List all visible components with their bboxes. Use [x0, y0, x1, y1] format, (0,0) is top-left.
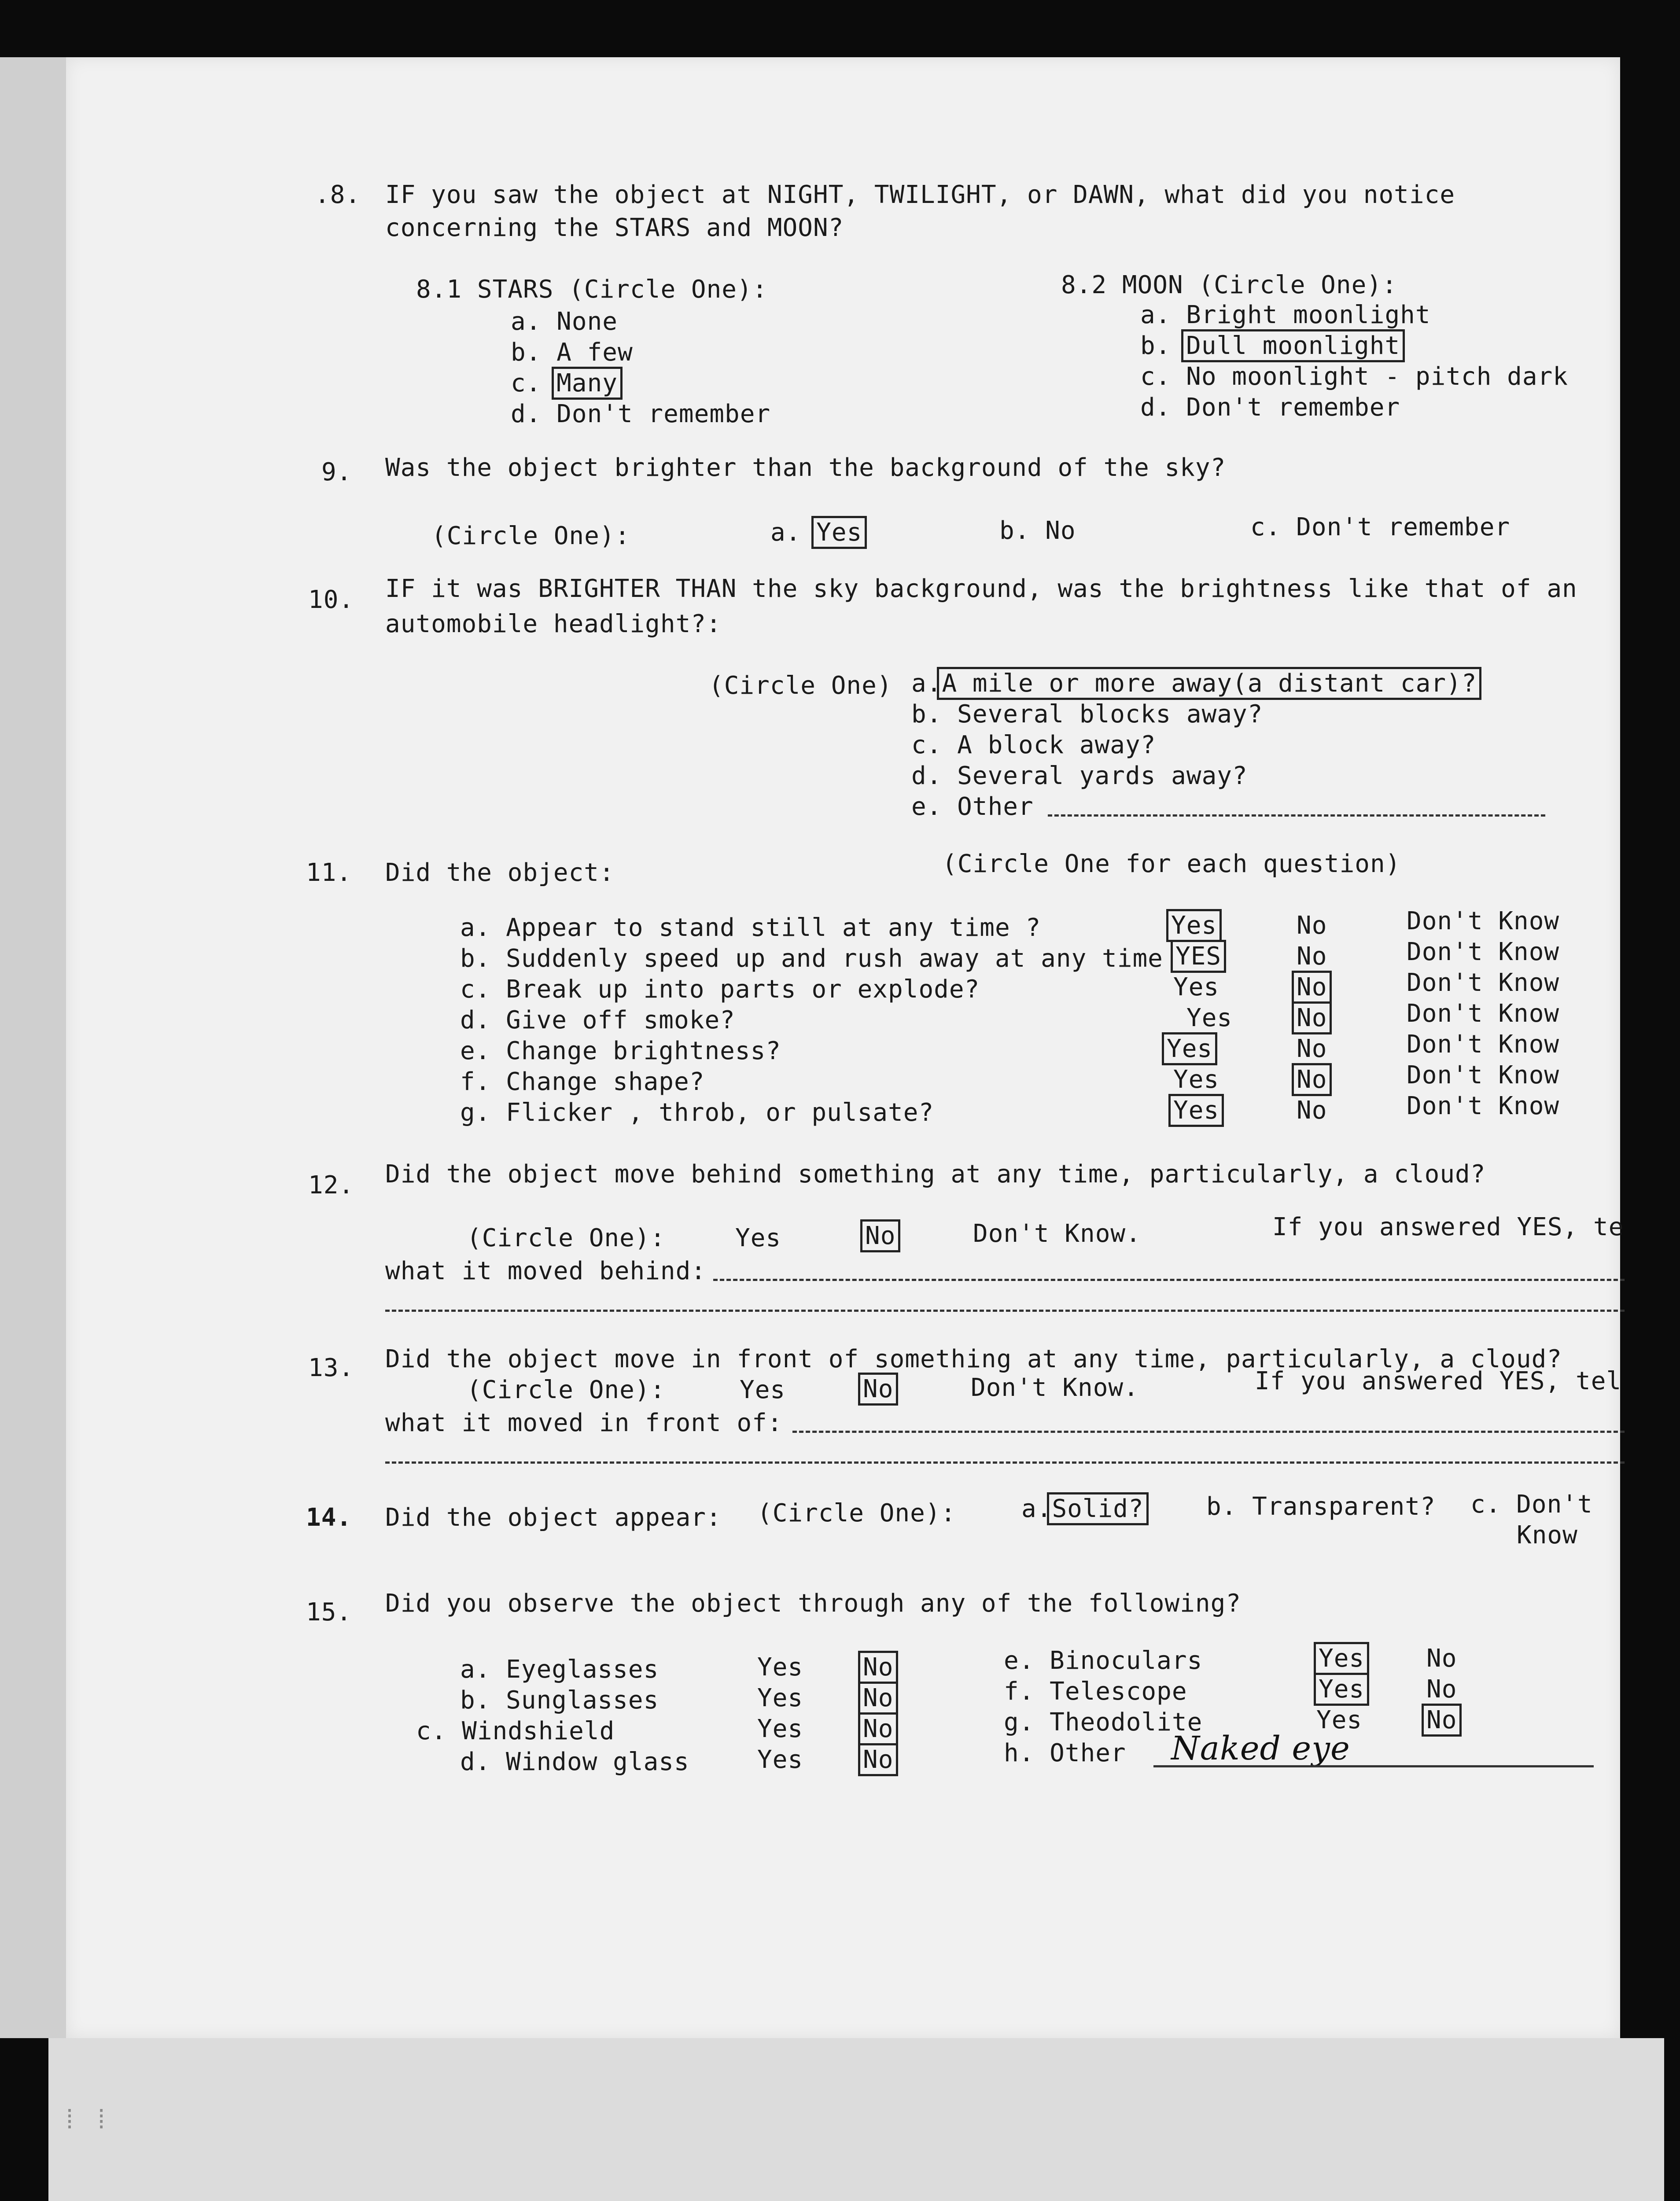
q15-theodolite-label: g. Theodolite	[1004, 1708, 1203, 1737]
q15-telescope-label: f. Telescope	[1004, 1677, 1187, 1706]
q11-row-f-dontknow[interactable]: Don't Know	[1407, 1061, 1560, 1089]
q15-other-handwritten[interactable]: Naked eye	[1171, 1730, 1350, 1767]
q14-number: 14.	[306, 1503, 352, 1532]
q13-if-yes-text: If you answered YES, tel	[1255, 1367, 1622, 1395]
q11-row-d-dontknow[interactable]: Don't Know	[1407, 999, 1560, 1028]
q8-stars-title: 8.1 STARS (Circle One):	[416, 275, 768, 304]
q12-yes[interactable]: Yes	[735, 1224, 781, 1252]
q15-windshield-label: c. Windshield	[416, 1717, 615, 1745]
q8-moon-option-d[interactable]: d. Don't remember	[1140, 393, 1400, 422]
q10-other-blank[interactable]	[1048, 814, 1545, 817]
margin-smudge-icon: ⁞ ⁞	[62, 2104, 110, 2135]
q11-row-f-yes[interactable]: Yes	[1173, 1065, 1219, 1094]
q15-binoculars-yes[interactable]	[1319, 1646, 1369, 1671]
q11-row-b-yes-selected: YES	[1171, 940, 1226, 973]
q8-question-line1: IF you saw the object at NIGHT, TWILIGHT, or DAWN, what did you notice	[385, 180, 1455, 209]
q8-moon-option-b[interactable]: b. Dull moonlight	[1140, 334, 1405, 358]
q15-other-line	[1153, 1765, 1594, 1767]
q11-row-a-yes-selected: Yes	[1166, 909, 1222, 942]
q15-theodolite-yes[interactable]: Yes	[1316, 1706, 1363, 1734]
q11-row-b-no[interactable]: No	[1297, 942, 1327, 971]
q11-row-g-yes-selected: Yes	[1168, 1094, 1224, 1127]
q15-sunglasses-yes[interactable]: Yes	[757, 1684, 803, 1712]
q13-question: Did the object move in front of something at any time, particularly, a cloud?	[385, 1345, 1562, 1373]
q12-no-selected: No	[860, 1219, 900, 1252]
q11-row-f-label: f. Change shape?	[460, 1067, 705, 1096]
q9-number: 9.	[321, 458, 352, 486]
q10-question-line1: IF it was BRIGHTER THAN the sky background, was the brightness like that of an	[385, 574, 1577, 603]
q13-no-selected: No	[858, 1373, 898, 1406]
q14-option-a[interactable]: a.Solid?	[1021, 1497, 1149, 1521]
q13-dontknow[interactable]: Don't Know.	[971, 1373, 1139, 1402]
q11-row-d-yes[interactable]: Yes	[1186, 1004, 1233, 1032]
q15-windshield-yes[interactable]: Yes	[757, 1715, 803, 1743]
q11-row-d-no-selected: No	[1292, 1001, 1332, 1034]
q15-window-glass-label: d. Window glass	[460, 1748, 689, 1776]
q11-row-g-yes[interactable]	[1173, 1098, 1224, 1123]
q11-row-c-dontknow[interactable]: Don't Know	[1407, 968, 1560, 997]
q12-question: Did the object move behind something at any time, particularly, a cloud?	[385, 1160, 1486, 1189]
q10-selected: A mile or more away(a distant car)?	[937, 667, 1481, 700]
q12-if-yes-text: If you answered YES, te	[1272, 1213, 1624, 1241]
q14-option-c[interactable]: c. Don't	[1470, 1490, 1593, 1519]
q15-telescope-yes[interactable]	[1319, 1677, 1369, 1702]
q13-what-label: what it moved in front of:	[385, 1409, 783, 1437]
q11-row-b-label: b. Suddenly speed up and rush away at any time	[460, 944, 1163, 973]
q13-answer-line2[interactable]	[385, 1461, 1625, 1464]
q11-row-g-no[interactable]: No	[1297, 1096, 1327, 1125]
q15-window-glass-no-selected: No	[858, 1743, 898, 1776]
q9-option-c[interactable]: c. Don't remember	[1250, 513, 1511, 541]
q8-stars-option-c[interactable]: c. Many	[511, 371, 623, 396]
q13-no[interactable]	[863, 1377, 898, 1402]
q14-circle-label: (Circle One):	[757, 1499, 956, 1527]
q13-answer-line1[interactable]	[792, 1431, 1625, 1433]
q15-binoculars-yes-selected: Yes	[1314, 1642, 1369, 1675]
q9-option-b[interactable]: b. No	[999, 516, 1076, 545]
q10-circle-label: (Circle One)	[709, 671, 892, 700]
q15-window-glass-yes[interactable]: Yes	[757, 1745, 803, 1774]
q9-question: Was the object brighter than the background of the sky?	[385, 453, 1226, 482]
q15-binoculars-label: e. Binoculars	[1004, 1646, 1203, 1675]
q9-circle-label: (Circle One):	[431, 522, 630, 550]
q15-sunglasses-no-selected: No	[858, 1682, 898, 1715]
q8-stars-option-a[interactable]: a. None	[511, 307, 618, 336]
q8-stars-option-b[interactable]: b. A few	[511, 338, 633, 367]
q10-question-line2: automobile headlight?:	[385, 610, 722, 638]
q8-stars-option-d[interactable]: d. Don't remember	[511, 400, 771, 428]
q11-row-b-dontknow[interactable]: Don't Know	[1407, 938, 1560, 966]
q15-sunglasses-label: b. Sunglasses	[460, 1686, 659, 1715]
blank-lower-area	[48, 2038, 1664, 2201]
q15-telescope-no[interactable]: No	[1426, 1675, 1457, 1704]
q15-number: 15.	[306, 1598, 352, 1627]
q15-eyeglasses-yes[interactable]: Yes	[757, 1653, 803, 1682]
q11-row-g-label: g. Flicker , throb, or pulsate?	[460, 1098, 934, 1127]
q11-row-a-dontknow[interactable]: Don't Know	[1407, 907, 1560, 935]
q10-option-e[interactable]: e. Other	[911, 792, 1034, 821]
q15-other-label: h. Other	[1004, 1739, 1126, 1767]
q11-row-f-no[interactable]	[1297, 1067, 1332, 1092]
q8-moon-option-a[interactable]: a. Bright moonlight	[1140, 301, 1431, 329]
q8-moon-selected: Dull moonlight	[1181, 329, 1405, 362]
q11-row-a-label: a. Appear to stand still at any time ?	[460, 913, 1041, 942]
q14-option-c-cont: Know	[1517, 1521, 1578, 1550]
q15-sunglasses-no[interactable]	[863, 1686, 898, 1711]
q11-row-d-label: d. Give off smoke?	[460, 1006, 735, 1034]
q11-question: Did the object:	[385, 858, 615, 887]
q15-theodolite-no[interactable]	[1426, 1708, 1462, 1733]
q14-option-b[interactable]: b. Transparent?	[1206, 1492, 1436, 1521]
q11-row-a-no[interactable]: No	[1297, 911, 1327, 940]
q9-option-a[interactable]: a. Yes	[770, 520, 867, 545]
q12-no[interactable]	[865, 1224, 900, 1248]
q15-eyeglasses-label: a. Eyeglasses	[460, 1655, 659, 1684]
q8-moon-option-c[interactable]: c. No moonlight - pitch dark	[1140, 362, 1569, 391]
q12-circle-label: (Circle One):	[467, 1224, 666, 1252]
q10-option-a[interactable]: a.A mile or more away(a distant car)?	[911, 671, 1481, 696]
q15-telescope-yes-selected: Yes	[1314, 1673, 1369, 1706]
q11-row-f-no-selected: No	[1292, 1063, 1332, 1096]
q11-number: 11.	[306, 858, 352, 887]
q14-selected: Solid?	[1047, 1492, 1148, 1525]
q8-question-line2: concerning the STARS and MOON?	[385, 213, 844, 242]
q9-selected: Yes	[811, 516, 867, 549]
q15-binoculars-no[interactable]: No	[1426, 1644, 1457, 1673]
q11-row-d-no[interactable]	[1297, 1006, 1332, 1031]
q11-row-e-label: e. Change brightness?	[460, 1037, 781, 1065]
q11-row-b-yes[interactable]	[1175, 944, 1226, 969]
q10-option-d[interactable]: d. Several yards away?	[911, 762, 1248, 790]
q12-answer-line1[interactable]	[713, 1279, 1625, 1281]
q15-theodolite-no-selected: No	[1422, 1704, 1462, 1737]
q11-circle-label: (Circle One for each question)	[942, 850, 1401, 878]
q10-option-c[interactable]: c. A block away?	[911, 731, 1156, 759]
q14-question: Did the object appear:	[385, 1503, 722, 1532]
q15-question: Did you observe the object through any of the following?	[385, 1589, 1242, 1618]
q10-option-b[interactable]: b. Several blocks away?	[911, 700, 1263, 729]
q11-row-c-no-selected: No	[1292, 971, 1332, 1004]
q11-row-e-no[interactable]: No	[1297, 1034, 1327, 1063]
q12-dontknow[interactable]: Don't Know.	[973, 1219, 1141, 1248]
q15-eyeglasses-no[interactable]	[863, 1655, 898, 1680]
q13-yes[interactable]: Yes	[740, 1376, 786, 1404]
q13-number: 13.	[308, 1354, 354, 1382]
q11-row-e-yes[interactable]	[1167, 1034, 1217, 1063]
q8-number: .8.	[315, 180, 361, 209]
q11-row-e-yes-selected: Yes	[1162, 1032, 1217, 1065]
q11-row-c-yes[interactable]: Yes	[1173, 973, 1219, 1001]
q11-row-e-dontknow[interactable]: Don't Know	[1407, 1030, 1560, 1059]
q15-window-glass-no[interactable]	[863, 1745, 898, 1774]
q12-answer-line2[interactable]	[385, 1310, 1625, 1312]
q15-eyeglasses-no-selected: No	[858, 1651, 898, 1684]
q8-moon-title: 8.2 MOON (Circle One):	[1061, 271, 1397, 299]
q8-stars-selected: Many	[552, 367, 623, 400]
q10-number: 10.	[308, 585, 354, 614]
q11-row-c-label: c. Break up into parts or explode?	[460, 975, 980, 1004]
q15-windshield-no-selected: No	[858, 1712, 898, 1745]
q11-row-a-yes[interactable]	[1171, 913, 1222, 938]
q13-circle-label: (Circle One):	[467, 1376, 666, 1404]
q15-windshield-no[interactable]	[863, 1717, 898, 1741]
q11-row-c-no[interactable]	[1297, 975, 1332, 1000]
film-edge	[0, 57, 66, 2038]
q12-number: 12.	[308, 1171, 354, 1200]
q12-what-label: what it moved behind:	[385, 1257, 707, 1285]
q11-row-g-dontknow[interactable]: Don't Know	[1407, 1092, 1560, 1120]
